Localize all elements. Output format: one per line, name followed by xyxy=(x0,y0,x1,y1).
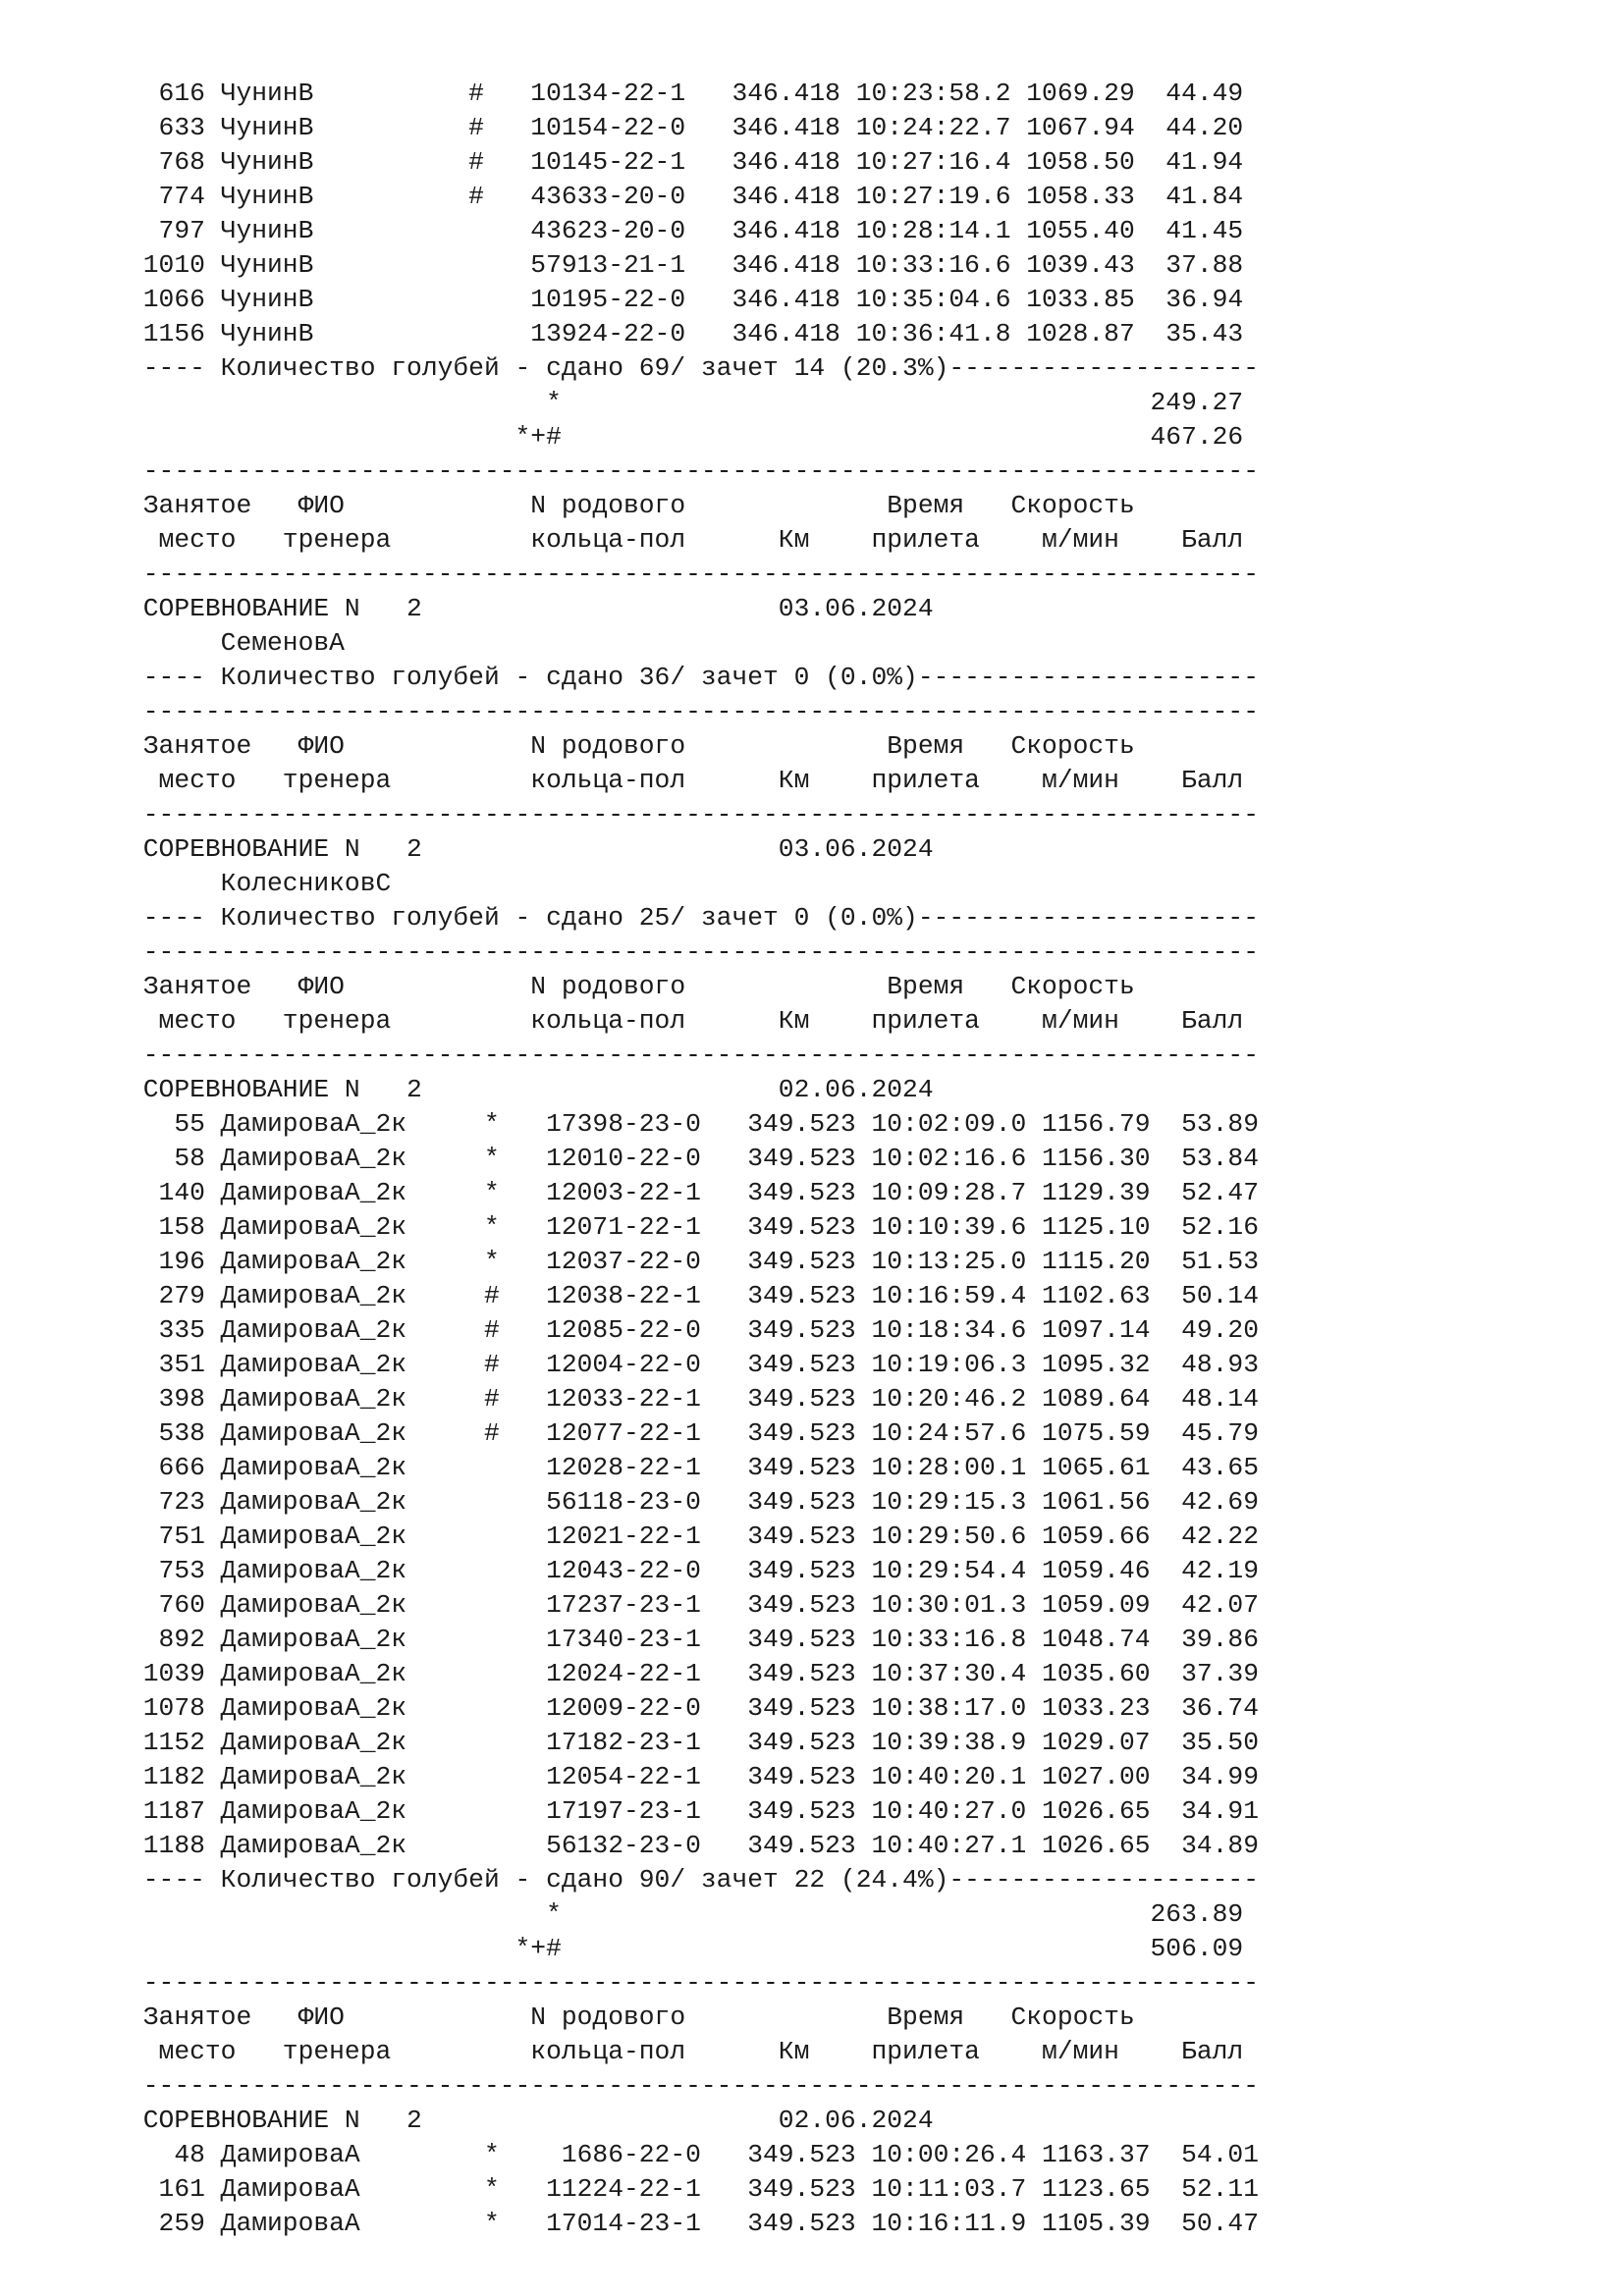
result-row: 335 ДамироваА_2к # 12085-22-0 349.523 10:18:34.6 1097.14 49.20 xyxy=(128,1315,1259,1345)
owner-name: КолесниковС xyxy=(128,869,392,898)
result-row: 279 ДамироваА_2к # 12038-22-1 349.523 10:16:59.4 1102.63 50.14 xyxy=(128,1281,1259,1310)
separator-line: ------------------------------------------------------------------------ xyxy=(128,1041,1259,1070)
owner-name: СеменовА xyxy=(128,628,345,658)
column-header-line: Занятое ФИО N родового Время Скорость xyxy=(128,972,1135,1001)
summary-line: ---- Количество голубей - сдано 25/ зачет 0 (0.0%)---------------------- xyxy=(128,903,1259,933)
column-header-line: место тренера кольца-пол Км прилета м/мин Балл xyxy=(128,1006,1244,1036)
separator-line: ------------------------------------------------------------------------ xyxy=(128,560,1259,589)
separator-line: ------------------------------------------------------------------------ xyxy=(128,937,1259,967)
result-row: 666 ДамироваА_2к 12028-22-1 349.523 10:28:00.1 1065.61 43.65 xyxy=(128,1453,1259,1482)
result-row: 48 ДамироваА * 1686-22-0 349.523 10:00:26.4 1163.37 54.01 xyxy=(128,2140,1259,2169)
result-row: 616 ЧунинВ # 10134-22-1 346.418 10:23:58.2 1069.29 44.49 xyxy=(128,79,1244,108)
competition-header: СОРЕВНОВАНИЕ N 2 03.06.2024 xyxy=(128,594,934,623)
result-row: 760 ДамироваА_2к 17237-23-1 349.523 10:30:01.3 1059.09 42.07 xyxy=(128,1590,1259,1620)
report-listing xyxy=(128,77,1259,2241)
result-row: 723 ДамироваА_2к 56118-23-0 349.523 10:29:15.3 1061.56 42.69 xyxy=(128,1487,1259,1517)
separator-line: ------------------------------------------------------------------------ xyxy=(128,697,1259,726)
result-row: 797 ЧунинВ 43623-20-0 346.418 10:28:14.1 1055.40 41.45 xyxy=(128,216,1244,245)
competition-header: СОРЕВНОВАНИЕ N 2 02.06.2024 xyxy=(128,1075,934,1104)
separator-line: ------------------------------------------------------------------------ xyxy=(128,2071,1259,2101)
column-header-line: Занятое ФИО N родового Время Скорость xyxy=(128,491,1135,520)
result-row: 140 ДамироваА_2к * 12003-22-1 349.523 10:09:28.7 1129.39 52.47 xyxy=(128,1178,1259,1207)
result-row: 259 ДамироваА * 17014-23-1 349.523 10:16:11.9 1105.39 50.47 xyxy=(128,2209,1259,2238)
result-row: 1039 ДамироваА_2к 12024-22-1 349.523 10:37:30.4 1035.60 37.39 xyxy=(128,1659,1259,1688)
result-row: 58 ДамироваА_2к * 12010-22-0 349.523 10:02:16.6 1156.30 53.84 xyxy=(128,1144,1259,1173)
total-line: * 249.27 xyxy=(128,388,1244,417)
result-row: 351 ДамироваА_2к # 12004-22-0 349.523 10:19:06.3 1095.32 48.93 xyxy=(128,1350,1259,1379)
summary-line: ---- Количество голубей - сдано 90/ зачет 22 (24.4%)-------------------- xyxy=(128,1865,1259,1895)
result-row: 1152 ДамироваА_2к 17182-23-1 349.523 10:39:38.9 1029.07 35.50 xyxy=(128,1728,1259,1757)
separator-line: ------------------------------------------------------------------------ xyxy=(128,1968,1259,1998)
column-header-line: место тренера кольца-пол Км прилета м/мин Балл xyxy=(128,525,1244,555)
column-header-line: Занятое ФИО N родового Время Скорость xyxy=(128,731,1135,761)
result-row: 161 ДамироваА * 11224-22-1 349.523 10:11:03.7 1123.65 52.11 xyxy=(128,2174,1259,2204)
result-row: 633 ЧунинВ # 10154-22-0 346.418 10:24:22.7 1067.94 44.20 xyxy=(128,113,1244,142)
result-row: 1182 ДамироваА_2к 12054-22-1 349.523 10:40:20.1 1027.00 34.99 xyxy=(128,1762,1259,1791)
result-row: 774 ЧунинВ # 43633-20-0 346.418 10:27:19.6 1058.33 41.84 xyxy=(128,182,1244,211)
column-header-line: место тренера кольца-пол Км прилета м/мин Балл xyxy=(128,766,1244,795)
separator-line: ------------------------------------------------------------------------ xyxy=(128,456,1259,486)
result-row: 158 ДамироваА_2к * 12071-22-1 349.523 10:10:39.6 1125.10 52.16 xyxy=(128,1212,1259,1242)
total-line: *+# 506.09 xyxy=(128,1934,1244,1963)
total-line: *+# 467.26 xyxy=(128,422,1244,452)
result-row: 1188 ДамироваА_2к 56132-23-0 349.523 10:40:27.1 1026.65 34.89 xyxy=(128,1831,1259,1860)
summary-line: ---- Количество голубей - сдано 36/ зачет 0 (0.0%)---------------------- xyxy=(128,663,1259,692)
result-row: 768 ЧунинВ # 10145-22-1 346.418 10:27:16.4 1058.50 41.94 xyxy=(128,147,1244,177)
result-row: 538 ДамироваА_2к # 12077-22-1 349.523 10:24:57.6 1075.59 45.79 xyxy=(128,1418,1259,1448)
result-row: 1078 ДамироваА_2к 12009-22-0 349.523 10:38:17.0 1033.23 36.74 xyxy=(128,1693,1259,1723)
result-row: 196 ДамироваА_2к * 12037-22-0 349.523 10:13:25.0 1115.20 51.53 xyxy=(128,1247,1259,1276)
result-row: 1187 ДамироваА_2к 17197-23-1 349.523 10:40:27.0 1026.65 34.91 xyxy=(128,1796,1259,1826)
result-row: 55 ДамироваА_2к * 17398-23-0 349.523 10:02:09.0 1156.79 53.89 xyxy=(128,1109,1259,1139)
total-line: * 263.89 xyxy=(128,1899,1244,1929)
result-row: 892 ДамироваА_2к 17340-23-1 349.523 10:33:16.8 1048.74 39.86 xyxy=(128,1625,1259,1654)
competition-header: СОРЕВНОВАНИЕ N 2 03.06.2024 xyxy=(128,834,934,864)
result-row: 1010 ЧунинВ 57913-21-1 346.418 10:33:16.6 1039.43 37.88 xyxy=(128,250,1244,280)
separator-line: ------------------------------------------------------------------------ xyxy=(128,800,1259,829)
result-row: 751 ДамироваА_2к 12021-22-1 349.523 10:29:50.6 1059.66 42.22 xyxy=(128,1522,1259,1551)
summary-line: ---- Количество голубей - сдано 69/ зачет 14 (20.3%)-------------------- xyxy=(128,353,1259,383)
column-header-line: Занятое ФИО N родового Время Скорость xyxy=(128,2002,1135,2032)
result-row: 1066 ЧунинВ 10195-22-0 346.418 10:35:04.6 1033.85 36.94 xyxy=(128,285,1244,314)
result-row: 398 ДамироваА_2к # 12033-22-1 349.523 10:20:46.2 1089.64 48.14 xyxy=(128,1384,1259,1414)
result-row: 753 ДамироваА_2к 12043-22-0 349.523 10:29:54.4 1059.46 42.19 xyxy=(128,1556,1259,1585)
column-header-line: место тренера кольца-пол Км прилета м/мин Балл xyxy=(128,2037,1244,2066)
result-row: 1156 ЧунинВ 13924-22-0 346.418 10:36:41.8 1028.87 35.43 xyxy=(128,319,1244,348)
competition-header: СОРЕВНОВАНИЕ N 2 02.06.2024 xyxy=(128,2106,934,2135)
